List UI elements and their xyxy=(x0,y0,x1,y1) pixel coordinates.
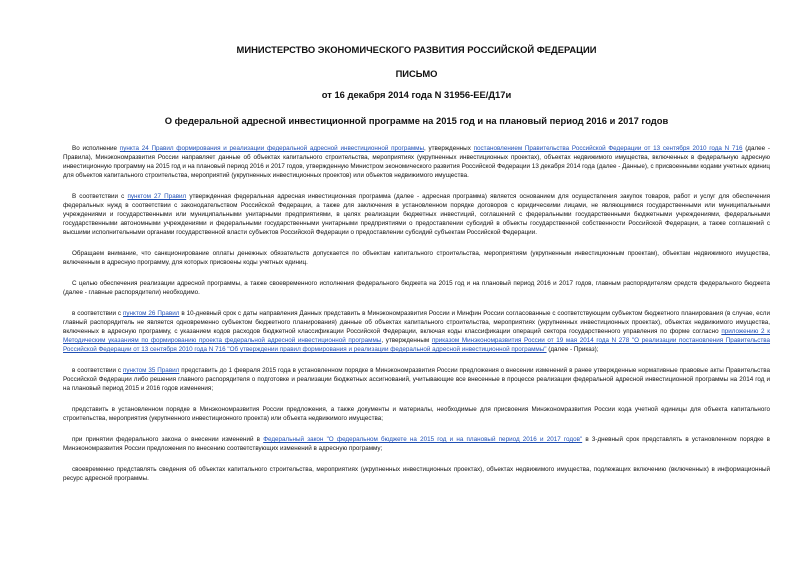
link-methodological-appendix-2[interactable]: приложению 2 к Методическим указаниям по формированию проекта федеральной адресной инвестиционной программы xyxy=(63,328,770,344)
paragraph-2 xyxy=(63,192,770,237)
document-type: ПИСЬМО xyxy=(395,68,438,79)
paragraph-7: представить в установленном порядке в Минэкономразвития России предложения, а также документы и материалы, необходимые для присвоения Минэкономразвития России кода учетной единицы для объекта капитального строительства, мероприятия (укрупненного инвестиционного проекта) или объекта недвижимого имущества; xyxy=(63,406,770,422)
paragraph-text: в 3-дневный срок представлять в установленном порядке в Минэкономразвития России предложения по внесению соответствующих изменений в адресную программу; xyxy=(63,436,770,452)
link-rules-clause-27[interactable]: пунктом 27 Правил xyxy=(127,193,187,200)
link-rules-clause-26[interactable]: пунктом 26 Правил xyxy=(123,310,180,317)
paragraph-6 xyxy=(63,366,770,393)
document-subject: О федеральной адресной инвестиционной программе на 2015 год и на плановый период 2016 и 2017 годов xyxy=(164,115,669,126)
paragraph-3: Обращаем внимание, что санкционирование оплаты денежных обязательств допускается по объектам капитального строительства, мероприятиям (укрупненным инвестиционным проектам), объектам недвижимого имущества, включенным в адресную программу, для которых присвоены коды учетных единиц. xyxy=(63,250,770,266)
link-rules-clause-35[interactable]: пунктом 35 Правил xyxy=(122,367,180,374)
document-date-number: от 16 декабря 2014 года N 31956-ЕЕ/Д17и xyxy=(321,89,512,100)
paragraph-text: утвержденная федеральная адресная инвестиционная программа (далее - адресная программа) является основанием для осуществления закупок товаров, работ и услуг для обеспечения федеральных нужд в соответствии с законодательством Российской Федерации, а также для заключения в установленном порядке договоров с юридическими лицами, не являющимися государственными или муниципальными учреждениями и государственными или муниципальными унитарными предприятиями, в целях реализации бюджетных инвестиций, соглашений с федеральными государственными бюджетными учреждениями, федеральными государственными автономными учреждениями и федеральными государственными унитарными предприятиями о предоставлении субсидий в объекты государственной собственности Российской Федерации, а также соглашений с высшими исполнительными органами государственной власти субъектов Российской Федерации о предоставлении субсидий субъектам Российской Федерации. xyxy=(63,193,771,236)
paragraph-9: своевременно представлять сведения об объектах капитального строительства, мероприятиях (укрупненных инвестиционных проектах), объектах недвижимого имущества, подлежащих включению (включенных) в информационный ресурс адресной программы. xyxy=(63,466,770,482)
paragraph-text: , утвержденным xyxy=(381,337,432,344)
link-rules-clause-24[interactable]: пункта 24 Правил формирования и реализации федеральной адресной инвестиционной программы xyxy=(119,145,425,152)
paragraph-4: С целью обеспечения реализации адресной программы, а также своевременного исполнения федерального бюджета на 2015 год и на плановый период 2016 и 2017 годов, главным распорядителям средств федерального бюджета (далее - главные распорядители) необходимо. xyxy=(63,280,770,296)
paragraph-text: представить до 1 февраля 2015 года в установленном порядке в Минэкономразвития России предложения о внесении изменений в ранее утвержденные нормативные правовые акты Правительства Российской Федерации либо решения главного распорядителя о подготовке и реализации бюджетных ассигнований, учитывающие все внесенные в процессе реализации федеральной адресной инвестиционной программы на 2014 год и на плановый период 2015 и 2016 годов изменения; xyxy=(63,367,770,392)
paragraph-text: в соответствии с xyxy=(72,367,123,374)
paragraph-text: , утвержденных xyxy=(424,145,474,152)
link-federal-budget-law[interactable]: Федеральный закон "О федеральном бюджете на 2015 год и на плановый период 2016 и 2017 годов" xyxy=(263,436,583,443)
paragraph-8 xyxy=(63,435,770,453)
paragraph-5 xyxy=(63,309,770,354)
link-government-resolution-716[interactable]: постановлением Правительства Российской Федерации от 13 сентября 2010 года N 716 xyxy=(473,145,743,152)
paragraph-text: в 10-дневный срок с даты направления Данных представить в Минэкономразвития России и Минфин России согласованные с соответствующим субъектом бюджетного планирования (в случае, если главный распорядитель не является одновременно субъектом бюджетного планирования) данные об объектах капитального строительства, мероприятиях (укрупненных инвестиционных проектах), объектах недвижимого имущества, включенных в адресную программу, с указанием кодов расходов бюджетной классификации Российской Федерации, включая коды классификации операций сектора государственного управления по форме согласно xyxy=(63,310,771,335)
link-order-278[interactable]: приказом Минэкономразвития России от 19 мая 2014 года N 278 "О реализации постановления Правительства Российской Федерации от 13 сентября 2010 года N 716 "Об утверждении правил формирования и реализации федеральной адресной инвестиционной программы" xyxy=(63,337,771,353)
paragraph-1 xyxy=(63,144,770,180)
ministry-name: МИНИСТЕРСТВО ЭКОНОМИЧЕСКОГО РАЗВИТИЯ РОССИЙСКОЙ ФЕДЕРАЦИИ xyxy=(236,44,597,55)
paragraph-text: в соответствии с xyxy=(72,310,123,317)
paragraph-text: В соответствии с xyxy=(72,193,128,200)
paragraph-text: (далее - Правила), Минэкономразвития России направляет данные об объектах капитального строительства, мероприятиях (укрупненных инвестиционных проектах), объектах недвижимого имущества, включенных в федеральную адресную инвестиционную программу на 2015 год и на плановый период 2016 и 2017 годов, утвержденную Министром экономического развития Российской Федерации 13 декабря 2014 года (далее - Данные), с присвоенными кодами учетных единиц для объектов капитального строительства, мероприятий (укрупненных инвестиционных проектов) или объектов недвижимого имущества. xyxy=(63,145,771,179)
paragraph-text: Во исполнение xyxy=(72,145,120,152)
paragraph-text: при принятии федерального закона о внесении изменений в xyxy=(72,436,264,443)
paragraph-text: (далее - Приказ); xyxy=(546,346,599,353)
